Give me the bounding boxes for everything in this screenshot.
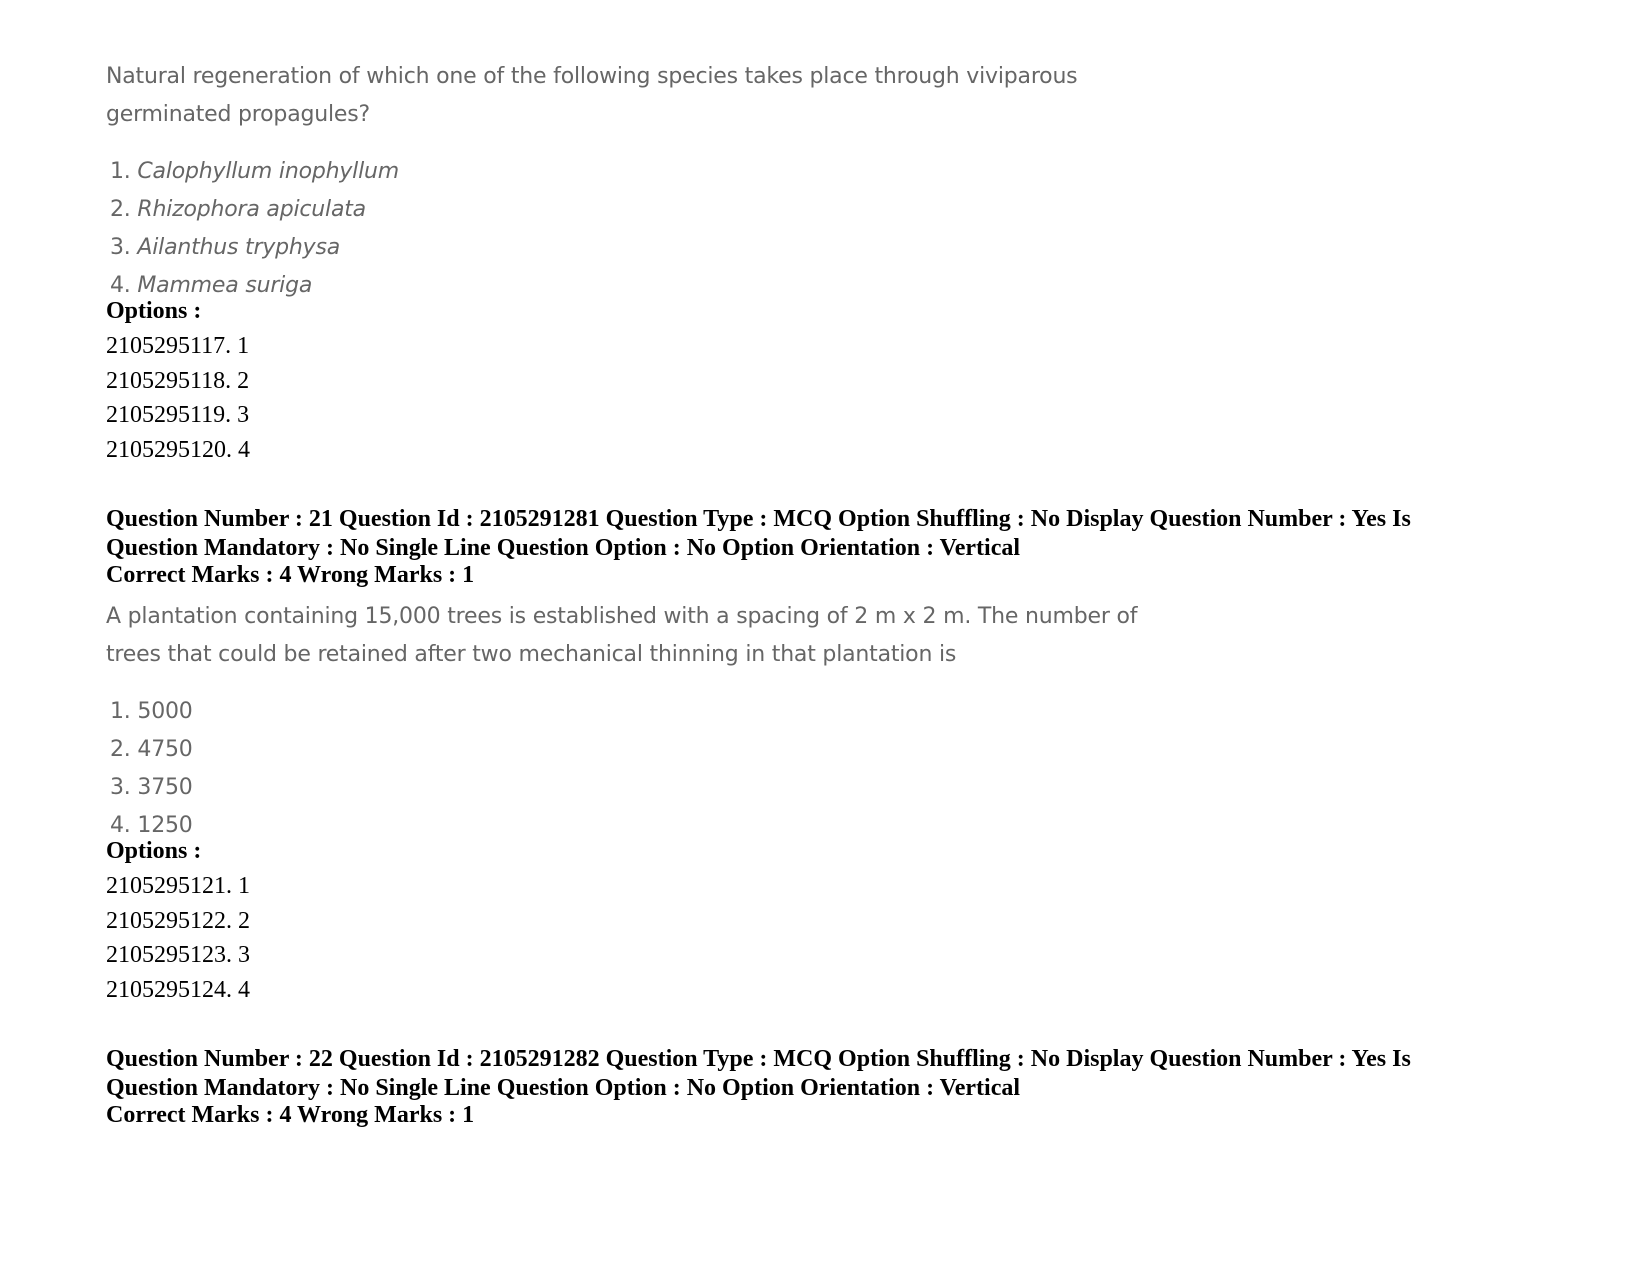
option-item: 2105295118. 2 (106, 367, 250, 394)
option-item: 2105295120. 4 (106, 436, 250, 463)
option-item: 2105295124. 4 (106, 976, 250, 1003)
option-item: 2105295123. 3 (106, 942, 250, 968)
choice-item: 1. 5000 (110, 699, 193, 724)
choice-item: 4. 1250 (110, 813, 193, 838)
question-21-marks: Correct Marks : 4 Wrong Marks : 1 (106, 562, 475, 588)
question-21-options (106, 869, 250, 1007)
question-20-options-label: Options : (106, 298, 202, 324)
option-item: 2105295117. 1 (106, 333, 250, 359)
question-21-choices (110, 693, 193, 845)
question-20-options (106, 329, 250, 467)
question-20-choices (110, 153, 399, 305)
question-21-stem-line-2: trees that could be retained after two mechanical thinning in that plantation is (106, 642, 957, 667)
question-22-meta (106, 1045, 1546, 1103)
option-item: 2105295121. 1 (106, 873, 250, 899)
question-21-stem (106, 598, 1137, 674)
question-21-options-label: Options : (106, 838, 202, 864)
choice-item: 1. Calophyllum inophyllum (110, 159, 399, 184)
question-20-stem-line-2: germinated propagules? (106, 102, 370, 127)
question-21-meta (106, 505, 1546, 563)
question-20-stem-line-1: Natural regeneration of which one of the following species takes place through viviparous (106, 64, 1078, 89)
question-21-meta-line-1: Question Number : 21 Question Id : 2105291281 Question Type : MCQ Option Shuffling : No Display Question Number : Yes Is (106, 506, 1411, 532)
question-22-meta-line-2: Question Mandatory : No Single Line Question Option : No Option Orientation : Vertical (106, 1075, 1021, 1101)
choice-item: 2. 4750 (110, 737, 193, 762)
choice-item: 3. 3750 (110, 775, 193, 800)
question-22-marks: Correct Marks : 4 Wrong Marks : 1 (106, 1102, 475, 1128)
option-item: 2105295122. 2 (106, 907, 250, 934)
question-21-meta-line-2: Question Mandatory : No Single Line Question Option : No Option Orientation : Vertical (106, 535, 1021, 561)
question-20-stem (106, 58, 1077, 134)
choice-item: 4. Mammea suriga (110, 273, 313, 298)
question-22-meta-line-1: Question Number : 22 Question Id : 2105291282 Question Type : MCQ Option Shuffling : No Display Question Number : Yes Is (106, 1046, 1411, 1072)
option-item: 2105295119. 3 (106, 402, 250, 428)
choice-item: 2. Rhizophora apiculata (110, 197, 366, 222)
question-21-stem-line-1: A plantation containing 15,000 trees is established with a spacing of 2 m x 2 m. The number of (106, 604, 1138, 629)
choice-item: 3. Ailanthus tryphysa (110, 235, 341, 260)
